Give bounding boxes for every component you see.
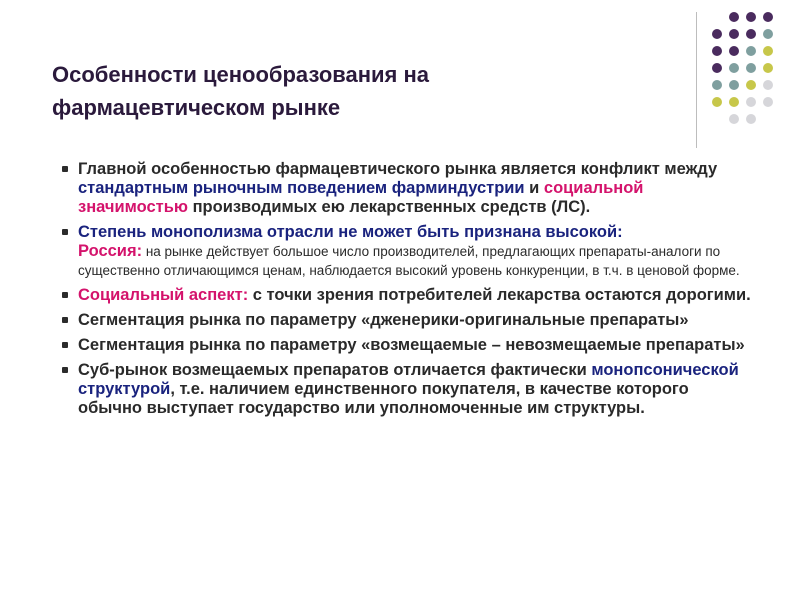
title-line-2: фармацевтическом рынке bbox=[52, 95, 341, 120]
bullet-item-submarket bbox=[62, 361, 752, 418]
bullet-text: , т.е. наличием единственного покупателя, в качестве которого обычно выступает государство или уполномоченные им структуры. bbox=[78, 380, 689, 417]
decor-dot bbox=[746, 80, 756, 90]
bullet-marker bbox=[62, 342, 68, 348]
decor-dot bbox=[712, 80, 722, 90]
decor-dot bbox=[763, 80, 773, 90]
bullet-item-social-aspect bbox=[62, 286, 752, 305]
decor-dot bbox=[746, 46, 756, 56]
decor-dot bbox=[763, 97, 773, 107]
decor-dot bbox=[729, 12, 739, 22]
highlight-monopoly-degree: Степень монополизма отрасли не может быть признана высокой: bbox=[78, 223, 623, 241]
title-line-1: Особенности ценообразования на bbox=[52, 62, 430, 87]
decor-dot bbox=[729, 63, 739, 73]
decor-dot bbox=[746, 97, 756, 107]
bullet-small-text: на рынке действует большое число производителей, предлагающих препараты-аналоги по существенно отличающимся ценам, наблюдается высокий уровень конкуренции, в т.ч. в ценовой форме. bbox=[78, 244, 740, 278]
bullet-marker bbox=[62, 292, 68, 298]
decor-dot bbox=[729, 97, 739, 107]
decor-dot bbox=[729, 80, 739, 90]
decor-dot bbox=[763, 46, 773, 56]
decorative-dot-grid bbox=[712, 12, 800, 128]
decor-dot bbox=[746, 114, 756, 124]
decorative-divider bbox=[696, 12, 697, 148]
decor-dot bbox=[746, 29, 756, 39]
bullet-marker bbox=[62, 229, 68, 235]
decor-dot bbox=[729, 114, 739, 124]
bullet-item-segmentation-generics bbox=[62, 311, 752, 330]
decor-dot bbox=[729, 46, 739, 56]
decor-dot bbox=[746, 12, 756, 22]
highlight-market-behavior: стандартным рыночным поведением фарминдустрии bbox=[78, 179, 525, 197]
highlight-russia: Россия: bbox=[78, 242, 143, 260]
bullet-text: с точки зрения потребителей лекарства остаются дорогими. bbox=[248, 286, 751, 304]
highlight-social-significance: социальной значимостью bbox=[78, 179, 644, 216]
bullet-marker bbox=[62, 367, 68, 373]
bullet-item-segmentation-reimbursed bbox=[62, 336, 752, 355]
bullet-text: Суб-рынок возмещаемых препаратов отличается фактически bbox=[78, 361, 592, 379]
highlight-monopsony: монопсонической структурой bbox=[78, 361, 739, 398]
bullet-text: Сегментация рынка по параметру «дженерики-оригинальные препараты» bbox=[78, 311, 689, 329]
highlight-social-aspect: Социальный аспект: bbox=[78, 286, 249, 304]
bullet-item-pricing-conflict bbox=[62, 160, 752, 217]
decor-dot bbox=[729, 29, 739, 39]
decor-dot bbox=[746, 63, 756, 73]
decor-dot bbox=[712, 97, 722, 107]
decor-dot bbox=[712, 63, 722, 73]
bullet-list bbox=[62, 160, 752, 424]
bullet-text: Сегментация рынка по параметру «возмещаемые – невозмещаемые препараты» bbox=[78, 336, 745, 354]
decor-dot bbox=[763, 29, 773, 39]
decor-dot bbox=[712, 46, 722, 56]
bullet-text: и bbox=[524, 179, 544, 197]
decor-dot bbox=[763, 63, 773, 73]
bullet-marker bbox=[62, 317, 68, 323]
slide-title bbox=[52, 58, 652, 124]
bullet-text: производимых ею лекарственных средств (ЛС). bbox=[188, 198, 591, 216]
decor-dot bbox=[712, 29, 722, 39]
bullet-item-monopoly-degree bbox=[62, 223, 752, 280]
bullet-text: Главной особенностью фармацевтического рынка является конфликт между bbox=[78, 160, 718, 178]
bullet-marker bbox=[62, 166, 68, 172]
decor-dot bbox=[763, 12, 773, 22]
